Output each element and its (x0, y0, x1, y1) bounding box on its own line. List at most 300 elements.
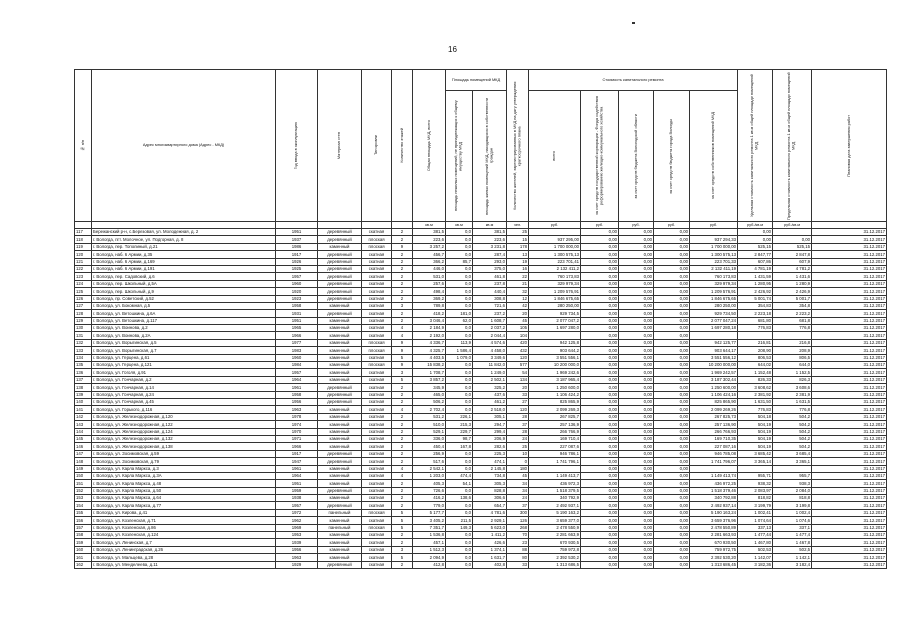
cell-unit-cost: 938,32 (738, 480, 773, 487)
cell-unit-cost: 607,86 (738, 258, 773, 265)
cell-address: г. Вологда, ул. Ворыгинская, д.7 (92, 347, 276, 354)
cell-roof-type: скатная (362, 539, 392, 546)
cell-cost-total: 5 190 163,2 (529, 509, 581, 516)
cell-cost-total: 2 478 550,9 (529, 524, 581, 531)
cell-nonres-area: 149,3 (446, 524, 473, 531)
cell-total-area: 257,6 (413, 280, 446, 287)
cell-max-cost: 955,7 (773, 472, 812, 479)
cell-cost-total: 2 492 937,1 (529, 502, 581, 509)
cell-nonres-area: 0,0 (446, 362, 473, 369)
cell-nonres-area: 0,0 (446, 376, 473, 383)
cell-floors: 2 (392, 428, 413, 435)
unit-label: руб. (581, 222, 619, 229)
cell-nonres-area: 54,1 (446, 480, 473, 487)
cell-residents: 105 (507, 325, 529, 332)
cell-cost-owners (690, 332, 738, 339)
cell-year: 1961 (276, 465, 318, 472)
cell-row-number: 119 (75, 243, 92, 250)
cell-residents: 16 (507, 265, 529, 272)
table-row (75, 354, 887, 361)
unit-label: кв.м (446, 222, 473, 229)
cell-address: г. Вологда, ул. Бокомная, д.5 (92, 302, 276, 309)
table-row (75, 325, 887, 332)
cell-address: г. Вологда, пгт. Молочное, ул. Подгорная, д. 8 (92, 236, 276, 243)
cell-cost-local: 0,00 (654, 398, 690, 405)
cell-max-cost: 504,2 (773, 428, 812, 435)
cell-max-cost: 818,8 (773, 495, 812, 502)
cell-res-area: 305,1 (473, 413, 507, 420)
cell-roof-type: скатная (362, 480, 392, 487)
cell-deadline: 31.12.2017 (812, 236, 887, 243)
cell-total-area: 366,2 (413, 258, 446, 265)
cell-floors: 2 (392, 251, 413, 258)
cell-row-number: 148 (75, 458, 92, 465)
cell-nonres-area: 85,7 (446, 258, 473, 265)
cell-cost-fund: 0,00 (581, 236, 619, 243)
cell-cost-fund: 0,00 (581, 295, 619, 302)
cell-max-cost: 504,2 (773, 435, 812, 442)
cell-cost-region: 0,00 (619, 243, 654, 250)
cell-cost-total: 937 295,00 (529, 236, 581, 243)
cell-address: г. Вологда, ул. Зосимовская, д.59 (92, 450, 276, 457)
cell-cost-total: 257 136,9 (529, 421, 581, 428)
cell-roof-type: скатная (362, 458, 392, 465)
cell-address: г. Вологда, ул. Карла Маркса, д.64 (92, 495, 276, 502)
cell-cost-owners: 2 099 269,26 (690, 406, 738, 413)
cell-roof-type: плоская (362, 236, 392, 243)
cell-wall-material: каменный (318, 546, 362, 553)
cell-max-cost: 3 365,1 (773, 458, 812, 465)
cell-year: 1969 (276, 524, 318, 531)
table-row (75, 502, 887, 509)
cell-residents: 0 (507, 458, 529, 465)
cell-row-number: 131 (75, 332, 92, 339)
cell-address: г. Вологда, наб. 6 Армии, д.169 (92, 258, 276, 265)
unit-label: руб. (529, 222, 581, 229)
cell-residents: 34 (507, 480, 529, 487)
cell-res-area: 1 631,7 (473, 554, 507, 561)
cell-deadline: 31.12.2017 (812, 258, 887, 265)
cell-cost-local: 0,00 (654, 325, 690, 332)
cell-wall-material: деревянный (318, 236, 362, 243)
cell-res-area: 402,8 (473, 561, 507, 568)
cell-roof-type: скатная (362, 398, 392, 405)
table-row (75, 517, 887, 524)
cell-cost-fund: 0,00 (581, 347, 619, 354)
cell-wall-material: каменный (318, 443, 362, 450)
cell-cost-region: 0,00 (619, 517, 654, 524)
cell-year: 1957 (276, 273, 318, 280)
cell-row-number: 160 (75, 546, 92, 553)
cell-max-cost: 2 847,8 (773, 251, 812, 258)
cell-cost-total: 942 125,8 (529, 339, 581, 346)
cell-total-area: 405,3 (413, 480, 446, 487)
cell-address: г. Вологда, ул. Гоголя, д.91 (92, 369, 276, 376)
cell-floors: 2 (392, 502, 413, 509)
cell-cost-total (529, 332, 581, 339)
cell-row-number: 136 (75, 369, 92, 376)
cell-total-area: 4 336,7 (413, 339, 446, 346)
cell-cost-region: 0,00 (619, 376, 654, 383)
cell-cost-region: 0,00 (619, 524, 654, 531)
cell-residents: 268 (507, 524, 529, 531)
cell-cost-total: 1 518 379,5 (529, 487, 581, 494)
cell-cost-owners: 169 710,35 (690, 435, 738, 442)
cell-roof-type: скатная (362, 354, 392, 361)
cell-cost-fund: 0,00 (581, 509, 619, 516)
cell-max-cost: 2 381,9 (773, 391, 812, 398)
cell-cost-total: 1 106 424,2 (529, 391, 581, 398)
unit-label: руб. (619, 222, 654, 229)
cell-floors: 2 (392, 384, 413, 391)
cell-cost-local: 0,00 (654, 310, 690, 317)
cell-wall-material: каменный (318, 421, 362, 428)
cell-nonres-area: 0,0 (446, 325, 473, 332)
cell-deadline: 31.12.2017 (812, 251, 887, 258)
cell-residents: 10 (507, 450, 529, 457)
cell-residents: 12 (507, 295, 529, 302)
cell-cost-local: 0,00 (654, 546, 690, 553)
cell-unit-cost: 1 631,50 (738, 398, 773, 405)
cell-cost-region: 0,00 (619, 265, 654, 272)
cell-wall-material: деревянный (318, 450, 362, 457)
cell-cost-local: 0,00 (654, 524, 690, 531)
col-wall-header: Материал стен (318, 70, 362, 222)
cell-cost-region: 0,00 (619, 317, 654, 324)
cell-cost-region: 0,00 (619, 229, 654, 236)
cell-cost-local: 0,00 (654, 391, 690, 398)
cell-wall-material: деревянный (318, 295, 362, 302)
cell-cost-owners: 759 972,75 (690, 546, 738, 553)
cell-residents: 20 (507, 310, 529, 317)
cell-cost-fund: 0,00 (581, 243, 619, 250)
cell-res-area: 2 037,2 (473, 325, 507, 332)
cell-cost-region: 0,00 (619, 480, 654, 487)
cell-cost-total: 1 209 576,91 (529, 288, 581, 295)
cell-floors: 2 (392, 487, 413, 494)
col-total-header: всего (529, 91, 581, 222)
table-row (75, 243, 887, 250)
cell-row-number: 158 (75, 532, 92, 539)
cell-cost-local: 0,00 (654, 443, 690, 450)
cell-cost-fund: 0,00 (581, 332, 619, 339)
units-row (75, 222, 887, 229)
cell-cost-region: 0,00 (619, 273, 654, 280)
cell-row-number: 144 (75, 428, 92, 435)
cell-wall-material: каменный (318, 347, 362, 354)
cell-wall-material: деревянный (318, 391, 362, 398)
cell-roof-type: скатная (362, 258, 392, 265)
table-row (75, 495, 887, 502)
table-header (75, 70, 887, 229)
cell-cost-total (529, 465, 581, 472)
cell-cost-owners: 929 734,50 (690, 310, 738, 317)
cell-cost-total: 1 313 686,5 (529, 561, 581, 568)
cell-floors: 5 (392, 354, 413, 361)
cell-row-number: 139 (75, 391, 92, 398)
cell-deadline: 31.12.2017 (812, 495, 887, 502)
cell-year: 1965 (276, 325, 318, 332)
cell-row-number: 162 (75, 561, 92, 568)
cell-year: 1917 (276, 251, 318, 258)
cell-floors: 3 (392, 369, 413, 376)
cell-roof-type: скатная (362, 450, 392, 457)
cell-unit-cost: 955,71 (738, 472, 773, 479)
cell-nonres-area: 0,0 (446, 369, 473, 376)
cell-cost-owners (690, 465, 738, 472)
cell-deadline: 31.12.2017 (812, 302, 887, 309)
cell-cost-fund: 0,00 (581, 561, 619, 568)
cell-cost-total: 266 766,9 (529, 428, 581, 435)
cell-deadline: 31.12.2017 (812, 310, 887, 317)
cell-total-area: 531,0 (413, 273, 446, 280)
table-row (75, 546, 887, 553)
cell-deadline: 31.12.2017 (812, 443, 887, 450)
cell-cost-local: 0,00 (654, 509, 690, 516)
cell-roof-type: скатная (362, 376, 392, 383)
cell-roof-type: скатная (362, 384, 392, 391)
cell-floors: 4 (392, 465, 413, 472)
table-row (75, 295, 887, 302)
cell-floors: 4 (392, 406, 413, 413)
cell-unit-cost: 504,19 (738, 428, 773, 435)
cell-floors: 9 (392, 347, 413, 354)
cell-floors: 2 (392, 236, 413, 243)
cell-row-number: 152 (75, 487, 92, 494)
cell-unit-cost: 4 781,19 (738, 265, 773, 272)
table-row (75, 532, 887, 539)
cell-max-cost: 1 074,6 (773, 517, 812, 524)
cell-nonres-area: 0,0 (446, 398, 473, 405)
cell-nonres-area: 0,0 (446, 265, 473, 272)
cell-unit-cost: 502,53 (738, 546, 773, 553)
cell-deadline: 31.12.2017 (812, 317, 887, 324)
col-region-header: за счет средств бюджета Вологодской области (619, 91, 654, 222)
cell-deadline: 31.12.2017 (812, 554, 887, 561)
cell-unit-cost: 5 001,74 (738, 295, 773, 302)
cell-cost-total: 2 392 530,2 (529, 554, 581, 561)
cell-address: г. Вологда, пер. Школьный, д.9 (92, 288, 276, 295)
cell-cost-total: 903 644,2 (529, 347, 581, 354)
cell-total-area: 3 405,2 (413, 517, 446, 524)
cell-max-cost: 806,5 (773, 354, 812, 361)
cell-cost-local: 0,00 (654, 554, 690, 561)
cell-cost-local: 0,00 (654, 280, 690, 287)
cell-address: г. Вологда, ул. Козленская, д.86 (92, 524, 276, 531)
cell-cost-region: 0,00 (619, 435, 654, 442)
cell-cost-local: 0,00 (654, 458, 690, 465)
cell-residents: 25 (507, 229, 529, 236)
cell-wall-material: каменный (318, 435, 362, 442)
cell-year: 1966 (276, 443, 318, 450)
cell-total-area: 1 512,3 (413, 546, 446, 553)
cell-nonres-area: 0,0 (446, 406, 473, 413)
cell-res-area: 5 623,0 (473, 524, 507, 531)
cell-cost-local: 0,00 (654, 561, 690, 568)
cell-roof-type: скатная (362, 443, 392, 450)
cell-residents: 15 (507, 236, 529, 243)
cell-residents: 33 (507, 561, 529, 568)
cell-cost-fund: 0,00 (581, 258, 619, 265)
cell-max-cost: 208,9 (773, 347, 812, 354)
cell-nonres-area: 0,0 (446, 532, 473, 539)
cell-nonres-area: 0,0 (446, 236, 473, 243)
cell-deadline: 31.12.2017 (812, 428, 887, 435)
cell-res-area: 237,2 (473, 310, 507, 317)
cell-year: 1978 (276, 413, 318, 420)
cell-total-area: 779,0 (413, 502, 446, 509)
cell-cost-region: 0,00 (619, 421, 654, 428)
cell-residents: 37 (507, 421, 529, 428)
cell-unit-cost: 0,00 (738, 229, 773, 236)
cell-row-number: 145 (75, 435, 92, 442)
cell-unit-cost: 216,81 (738, 339, 773, 346)
cell-cost-fund: 0,00 (581, 354, 619, 361)
cell-cost-total: 436 972,3 (529, 480, 581, 487)
cell-year: 1929 (276, 561, 318, 568)
cell-cost-fund: 0,00 (581, 310, 619, 317)
cell-cost-owners: 1 697 280,18 (690, 325, 738, 332)
cell-year: 1947 (276, 458, 318, 465)
cell-floors: 2 (392, 229, 413, 236)
cell-cost-local: 0,00 (654, 332, 690, 339)
cell-cost-region: 0,00 (619, 413, 654, 420)
cell-total-area: 2 192,0 (413, 332, 446, 339)
table-row (75, 347, 887, 354)
cell-address: г. Вологда, ул. Железнодорожная, д.120 (92, 413, 276, 420)
col-floors-header: Количество этажей (392, 70, 413, 222)
cell-wall-material: каменный (318, 376, 362, 383)
cell-wall-material: деревянный (318, 251, 362, 258)
cell-cost-local: 0,00 (654, 265, 690, 272)
cell-cost-fund: 0,00 (581, 480, 619, 487)
cell-year: 1951 (276, 317, 318, 324)
cell-wall-material: деревянный (318, 280, 362, 287)
cell-cost-owners: 1 250 600,00 (690, 384, 738, 391)
unit-label: руб./кв.м (738, 222, 773, 229)
cell-address: г. Вологда, ул. Герцена, д.61 (92, 354, 276, 361)
table-row (75, 509, 887, 516)
cell-cost-fund: 0,00 (581, 376, 619, 383)
cell-cost-local: 0,00 (654, 532, 690, 539)
cell-floors: 5 (392, 554, 413, 561)
cell-nonres-area: 1 586,4 (446, 347, 473, 354)
cell-cost-total: 825 865,9 (529, 398, 581, 405)
table-row (75, 435, 887, 442)
cell-year: 1971 (276, 435, 318, 442)
cell-max-cost (773, 465, 812, 472)
cell-res-area: 306,6 (473, 495, 507, 502)
cell-max-cost: 776,8 (773, 325, 812, 332)
cell-total-area: 3 257,2 (413, 243, 446, 250)
cell-roof-type: скатная (362, 517, 392, 524)
cell-cost-local: 0,00 (654, 354, 690, 361)
cell-nonres-area: 0,0 (446, 251, 473, 258)
cell-res-area: 2 145,8 (473, 465, 507, 472)
cell-row-number: 123 (75, 273, 92, 280)
cell-cost-local: 0,00 (654, 465, 690, 472)
cell-cost-owners: 1 300 575,13 (690, 251, 738, 258)
cell-year: 1958 (276, 391, 318, 398)
cell-address: г. Вологда, ул. Карла Маркса, д.50 (92, 487, 276, 494)
table-row (75, 362, 887, 369)
cell-total-area: 4 325,7 (413, 347, 446, 354)
cell-cost-owners: 1 969 242,57 (690, 369, 738, 376)
cell-cost-local: 0,00 (654, 347, 690, 354)
cell-deadline: 31.12.2017 (812, 265, 887, 272)
cell-year: 1923 (276, 295, 318, 302)
cell-res-area: 305,3 (473, 480, 507, 487)
cell-total-area: 1 203,0 (413, 472, 446, 479)
cell-cost-total: 1 697 280,0 (529, 325, 581, 332)
cell-wall-material: каменный (318, 302, 362, 309)
cell-residents: 120 (507, 406, 529, 413)
cell-max-cost: 1 467,8 (773, 539, 812, 546)
cell-cost-local: 0,00 (654, 302, 690, 309)
cell-unit-cost: 1 152,48 (738, 369, 773, 376)
cell-address: Бережанский р-н, с.Березовая, ул. Молодежная, д. 2 (92, 229, 276, 236)
cell-cost-fund: 0,00 (581, 273, 619, 280)
cell-address: г. Вологда, ул. Горького, д.116 (92, 406, 276, 413)
cell-nonres-area: 0,0 (446, 229, 473, 236)
cell-cost-local: 0,00 (654, 502, 690, 509)
cell-wall-material: каменный (318, 413, 362, 420)
cell-cost-region: 0,00 (619, 465, 654, 472)
cell-address: г. Вологда, ул. Воинова, д.2А (92, 332, 276, 339)
col-unit-cost-header: Удельная стоимость капитального ремонта 1 кв.м общей площади помещений МКД (738, 70, 773, 222)
unit-label: руб./кв.м (773, 222, 812, 229)
cell-wall-material: панельный (318, 524, 362, 531)
cell-residents: 104 (507, 332, 529, 339)
cell-roof-type: скатная (362, 428, 392, 435)
cell-cost-local: 0,00 (654, 480, 690, 487)
cell-cost-total: 2 077 047,2 (529, 317, 581, 324)
cell-nonres-area: 0,0 (446, 539, 473, 546)
cell-cost-region: 0,00 (619, 458, 654, 465)
cell-cost-local: 0,00 (654, 251, 690, 258)
cell-cost-owners: 903 644,17 (690, 347, 738, 354)
cell-res-area: 237,8 (473, 280, 507, 287)
cell-residents: 70 (507, 532, 529, 539)
cell-wall-material: каменный (318, 428, 362, 435)
cell-cost-local: 0,00 (654, 288, 690, 295)
cell-roof-type: плоская (362, 347, 392, 354)
cell-res-area: 293,0 (473, 258, 507, 265)
cell-wall-material: каменный (318, 554, 362, 561)
cell-nonres-area: 0,0 (446, 391, 473, 398)
cell-cost-total: 1 250 600,0 (529, 384, 581, 391)
cell-wall-material: деревянный (318, 458, 362, 465)
cell-residents: 23 (507, 539, 529, 546)
cell-cost-total: 169 710,4 (529, 435, 581, 442)
cell-unit-cost: 776,83 (738, 325, 773, 332)
cell-total-area: 15 838,2 (413, 362, 446, 369)
cell-max-cost: 3 199,8 (773, 502, 812, 509)
cell-deadline: 31.12.2017 (812, 524, 887, 531)
cell-residents: 42 (507, 302, 529, 309)
cell-residents: 120 (507, 354, 529, 361)
cell-cost-fund: 0,00 (581, 450, 619, 457)
cell-cost-total: 946 786,1 (529, 450, 581, 457)
cell-cost-local: 0,00 (654, 295, 690, 302)
cell-year: 1937 (276, 236, 318, 243)
cell-max-cost: 1 631,5 (773, 398, 812, 405)
cell-wall-material: деревянный (318, 384, 362, 391)
cell-deadline: 31.12.2017 (812, 243, 887, 250)
table-row (75, 332, 887, 339)
cell-residents: 34 (507, 487, 529, 494)
cell-cost-total: 280 250,00 (529, 302, 581, 309)
